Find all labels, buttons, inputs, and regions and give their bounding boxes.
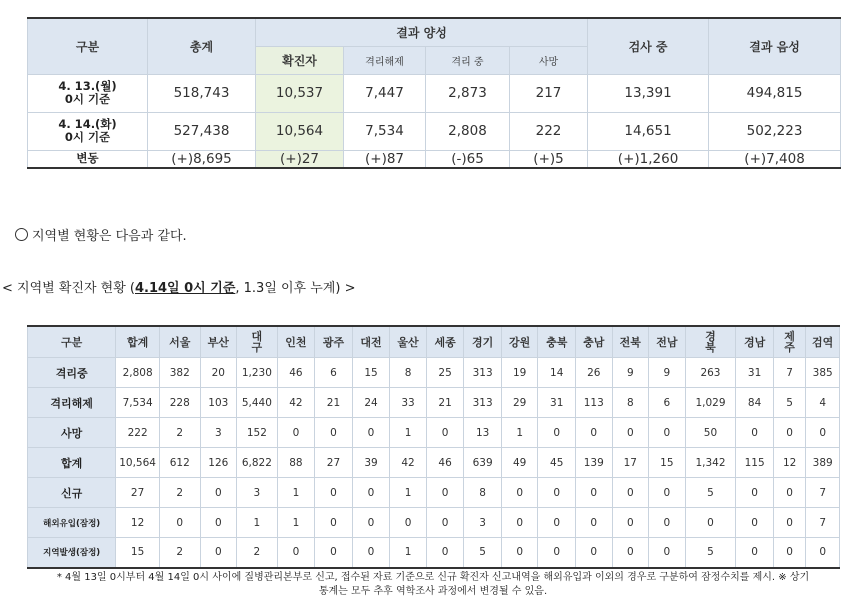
region-cell: 24 xyxy=(352,388,390,418)
region-row-label: 합계 xyxy=(28,448,116,478)
region-cell: 9 xyxy=(649,358,686,388)
region-cell: 27 xyxy=(116,478,160,508)
circle-bullet-icon xyxy=(15,228,28,241)
region-cell: 0 xyxy=(538,508,576,538)
summary-body xyxy=(28,74,841,168)
summary-row-label xyxy=(28,150,148,168)
summary-cell: (+)1,260 xyxy=(588,150,709,168)
region-cell: 0 xyxy=(649,418,686,448)
summary-cell: 222 xyxy=(510,112,588,150)
header-released: 격리해제 xyxy=(344,46,426,74)
region-table-title xyxy=(2,277,355,296)
region-cell: 0 xyxy=(576,538,613,568)
summary-row-label xyxy=(28,74,148,112)
region-cell: 21 xyxy=(315,388,353,418)
region-cell: 84 xyxy=(736,388,774,418)
region-row-label: 해외유입(잠정) xyxy=(28,508,116,538)
region-cell: 0 xyxy=(773,508,805,538)
region-cell: 39 xyxy=(352,448,390,478)
region-row xyxy=(28,388,840,418)
region-table xyxy=(27,325,840,569)
region-cell: 1 xyxy=(277,508,315,538)
region-cell: 5 xyxy=(685,538,736,568)
bullet-line xyxy=(15,225,187,244)
region-cell: 33 xyxy=(390,388,427,418)
region-row xyxy=(28,448,840,478)
region-column-header: 울산 xyxy=(390,326,427,358)
region-row-label: 신규 xyxy=(28,478,116,508)
region-cell: 5 xyxy=(464,538,502,568)
region-title-prefix: < 지역별 확진자 현황 ( xyxy=(2,281,135,296)
region-cell: 228 xyxy=(159,388,200,418)
summary-cell: (+)87 xyxy=(344,150,426,168)
region-cell: 0 xyxy=(501,538,538,568)
region-cell: 2 xyxy=(159,418,200,448)
region-cell: 1 xyxy=(277,478,315,508)
region-cell: 1,029 xyxy=(685,388,736,418)
header-deaths: 사망 xyxy=(510,46,588,74)
region-cell: 8 xyxy=(464,478,502,508)
region-cell: 0 xyxy=(612,478,649,508)
summary-row xyxy=(28,112,841,150)
summary-cell: 14,651 xyxy=(588,112,709,150)
bullet-text: 지역별 현황은 다음과 같다. xyxy=(32,229,187,244)
region-cell: 0 xyxy=(806,538,840,568)
region-cell: 152 xyxy=(237,418,278,448)
region-cell: 42 xyxy=(390,448,427,478)
region-column-header: 전남 xyxy=(649,326,686,358)
region-column-header: 세종 xyxy=(426,326,464,358)
region-cell: 0 xyxy=(352,538,390,568)
header-total: 총계 xyxy=(148,18,256,74)
region-cell: 1 xyxy=(390,478,427,508)
region-cell: 0 xyxy=(426,478,464,508)
region-cell: 222 xyxy=(116,418,160,448)
region-cell: 0 xyxy=(501,478,538,508)
region-column-header: 부산 xyxy=(200,326,237,358)
region-cell: 0 xyxy=(315,418,353,448)
region-cell: 0 xyxy=(200,508,237,538)
region-cell: 29 xyxy=(501,388,538,418)
region-row xyxy=(28,478,840,508)
region-cell: 5,440 xyxy=(237,388,278,418)
header-positive: 결과 양성 xyxy=(256,18,588,46)
region-cell: 0 xyxy=(390,508,427,538)
region-cell: 0 xyxy=(538,478,576,508)
summary-row-label-line1: 4. 13.(월) xyxy=(58,79,117,93)
summary-row-label-line1: 변동 xyxy=(76,151,99,166)
footnote xyxy=(20,571,846,599)
region-cell: 382 xyxy=(159,358,200,388)
region-cell: 0 xyxy=(685,508,736,538)
region-column-header: 검역 xyxy=(806,326,840,358)
region-cell: 4 xyxy=(806,388,840,418)
region-cell: 0 xyxy=(736,508,774,538)
region-cell: 1 xyxy=(390,538,427,568)
summary-cell: (+)5 xyxy=(510,150,588,168)
summary-cell: (+)8,695 xyxy=(148,150,256,168)
summary-cell: (+)7,408 xyxy=(709,150,841,168)
region-cell: 0 xyxy=(426,508,464,538)
summary-cell: 217 xyxy=(510,74,588,112)
region-column-header: 강원 xyxy=(501,326,538,358)
region-cell: 49 xyxy=(501,448,538,478)
region-cell: 0 xyxy=(200,538,237,568)
region-cell: 88 xyxy=(277,448,315,478)
footnote-line-1: * 4월 13일 0시부터 4월 14일 0시 사이에 질병관리본부로 신고, 접수된 자료 기준으로 신규 확진자 신고내역을 해외유입과 이외의 경우로 구분하여 잠정수치를 제시. ※ 상기 xyxy=(56,572,810,583)
region-cell: 0 xyxy=(649,508,686,538)
region-cell: 6 xyxy=(315,358,353,388)
region-cell: 2,808 xyxy=(116,358,160,388)
region-cell: 0 xyxy=(315,478,353,508)
region-cell: 7 xyxy=(806,478,840,508)
region-cell: 0 xyxy=(806,418,840,448)
summary-table xyxy=(27,17,841,169)
region-cell: 15 xyxy=(116,538,160,568)
region-cell: 0 xyxy=(426,418,464,448)
summary-cell: 7,447 xyxy=(344,74,426,112)
region-cell: 3 xyxy=(237,478,278,508)
summary-cell: 13,391 xyxy=(588,74,709,112)
region-row-label: 지역발생(잠정) xyxy=(28,538,116,568)
header-isolated: 격리 중 xyxy=(426,46,510,74)
summary-row-label xyxy=(28,112,148,150)
region-cell: 0 xyxy=(773,538,805,568)
region-cell: 639 xyxy=(464,448,502,478)
summary-row-label-line1: 4. 14.(화) xyxy=(58,117,117,131)
region-cell: 27 xyxy=(315,448,353,478)
region-cell: 0 xyxy=(352,418,390,448)
region-cell: 17 xyxy=(612,448,649,478)
region-cell: 19 xyxy=(501,358,538,388)
region-column-header: 전북 xyxy=(612,326,649,358)
region-column-header: 경남 xyxy=(736,326,774,358)
region-column-header: 충남 xyxy=(576,326,613,358)
region-cell: 10,564 xyxy=(116,448,160,478)
region-cell: 113 xyxy=(576,388,613,418)
region-cell: 0 xyxy=(576,478,613,508)
region-cell: 0 xyxy=(200,478,237,508)
region-cell: 0 xyxy=(773,478,805,508)
region-cell: 2 xyxy=(237,538,278,568)
region-title-emphasis: 4.14일 0시 기준 xyxy=(134,281,236,296)
region-cell: 0 xyxy=(736,418,774,448)
region-row xyxy=(28,358,840,388)
region-cell: 12 xyxy=(116,508,160,538)
region-cell: 7 xyxy=(773,358,805,388)
summary-cell: 502,223 xyxy=(709,112,841,150)
summary-cell: 7,534 xyxy=(344,112,426,150)
region-row-label: 격리중 xyxy=(28,358,116,388)
region-cell: 0 xyxy=(649,478,686,508)
region-cell: 0 xyxy=(612,508,649,538)
region-cell: 46 xyxy=(426,448,464,478)
region-row-label: 사망 xyxy=(28,418,116,448)
summary-cell: 2,808 xyxy=(426,112,510,150)
region-row xyxy=(28,508,840,538)
region-cell: 26 xyxy=(576,358,613,388)
region-cell: 9 xyxy=(612,358,649,388)
region-title-suffix: , 1.3일 이후 누계) > xyxy=(235,281,356,296)
region-cell: 0 xyxy=(612,538,649,568)
region-cell: 15 xyxy=(649,448,686,478)
region-cell: 6 xyxy=(649,388,686,418)
footnote-line-2: 통계는 모두 추후 역학조사 과정에서 변경될 수 있음. xyxy=(318,586,548,597)
summary-cell: (-)65 xyxy=(426,150,510,168)
summary-row-label-line2: 0시 기준 xyxy=(64,130,111,144)
region-cell: 389 xyxy=(806,448,840,478)
summary-cell: 527,438 xyxy=(148,112,256,150)
region-cell: 5 xyxy=(685,478,736,508)
header-confirmed: 확진자 xyxy=(256,46,344,74)
region-cell: 0 xyxy=(538,418,576,448)
region-cell: 0 xyxy=(649,538,686,568)
region-cell: 1 xyxy=(390,418,427,448)
region-cell: 31 xyxy=(736,358,774,388)
region-cell: 313 xyxy=(464,358,502,388)
region-row xyxy=(28,418,840,448)
summary-row xyxy=(28,74,841,112)
region-cell: 0 xyxy=(277,538,315,568)
region-cell: 1 xyxy=(501,418,538,448)
summary-cell: (+)27 xyxy=(256,150,344,168)
region-cell: 14 xyxy=(538,358,576,388)
region-cell: 3 xyxy=(464,508,502,538)
summary-cell: 2,873 xyxy=(426,74,510,112)
region-cell: 13 xyxy=(464,418,502,448)
region-cell: 1 xyxy=(237,508,278,538)
region-cell: 0 xyxy=(277,418,315,448)
region-column-header: 대전 xyxy=(352,326,390,358)
region-cell: 0 xyxy=(538,538,576,568)
region-cell: 6,822 xyxy=(237,448,278,478)
region-column-header: 인천 xyxy=(277,326,315,358)
region-cell: 0 xyxy=(736,538,774,568)
region-cell: 0 xyxy=(352,508,390,538)
region-cell: 12 xyxy=(773,448,805,478)
region-cell: 612 xyxy=(159,448,200,478)
region-cell: 385 xyxy=(806,358,840,388)
region-column-header: 서울 xyxy=(159,326,200,358)
header-testing: 검사 중 xyxy=(588,18,709,74)
region-cell: 0 xyxy=(736,478,774,508)
region-cell: 2 xyxy=(159,478,200,508)
region-cell: 103 xyxy=(200,388,237,418)
region-cell: 0 xyxy=(576,508,613,538)
summary-cell: 518,743 xyxy=(148,74,256,112)
region-cell: 50 xyxy=(685,418,736,448)
region-cell: 31 xyxy=(538,388,576,418)
header-negative: 결과 음성 xyxy=(709,18,841,74)
region-cell: 42 xyxy=(277,388,315,418)
region-cell: 115 xyxy=(736,448,774,478)
region-cell: 45 xyxy=(538,448,576,478)
region-cell: 46 xyxy=(277,358,315,388)
region-cell: 0 xyxy=(773,418,805,448)
region-column-header: 제 주 xyxy=(773,326,805,358)
region-cell: 1,342 xyxy=(685,448,736,478)
region-cell: 0 xyxy=(315,538,353,568)
region-cell: 263 xyxy=(685,358,736,388)
region-cell: 0 xyxy=(352,478,390,508)
region-cell: 8 xyxy=(390,358,427,388)
region-body xyxy=(28,358,840,568)
header-category: 구분 xyxy=(28,18,148,74)
region-column-header: 광주 xyxy=(315,326,353,358)
region-cell: 3 xyxy=(200,418,237,448)
summary-row-label-line2: 0시 기준 xyxy=(64,92,111,106)
region-cell: 5 xyxy=(773,388,805,418)
region-cell: 0 xyxy=(576,418,613,448)
region-cell: 0 xyxy=(501,508,538,538)
region-row xyxy=(28,538,840,568)
region-cell: 7,534 xyxy=(116,388,160,418)
region-cell: 25 xyxy=(426,358,464,388)
region-cell: 8 xyxy=(612,388,649,418)
region-cell: 15 xyxy=(352,358,390,388)
region-cell: 139 xyxy=(576,448,613,478)
region-column-header: 경 북 xyxy=(685,326,736,358)
region-row-label: 격리해제 xyxy=(28,388,116,418)
region-column-header: 대 구 xyxy=(237,326,278,358)
region-cell: 313 xyxy=(464,388,502,418)
region-cell: 20 xyxy=(200,358,237,388)
region-cell: 0 xyxy=(159,508,200,538)
region-cell: 0 xyxy=(426,538,464,568)
region-column-header: 경기 xyxy=(464,326,502,358)
region-column-header: 충북 xyxy=(538,326,576,358)
region-cell: 1,230 xyxy=(237,358,278,388)
region-cell: 0 xyxy=(315,508,353,538)
summary-cell: 10,564 xyxy=(256,112,344,150)
region-column-header: 구분 xyxy=(28,326,116,358)
summary-cell: 494,815 xyxy=(709,74,841,112)
region-cell: 2 xyxy=(159,538,200,568)
region-cell: 21 xyxy=(426,388,464,418)
region-column-header: 합계 xyxy=(116,326,160,358)
summary-cell: 10,537 xyxy=(256,74,344,112)
summary-row xyxy=(28,150,841,168)
region-cell: 0 xyxy=(612,418,649,448)
region-cell: 7 xyxy=(806,508,840,538)
region-header-row xyxy=(28,326,840,358)
region-cell: 126 xyxy=(200,448,237,478)
